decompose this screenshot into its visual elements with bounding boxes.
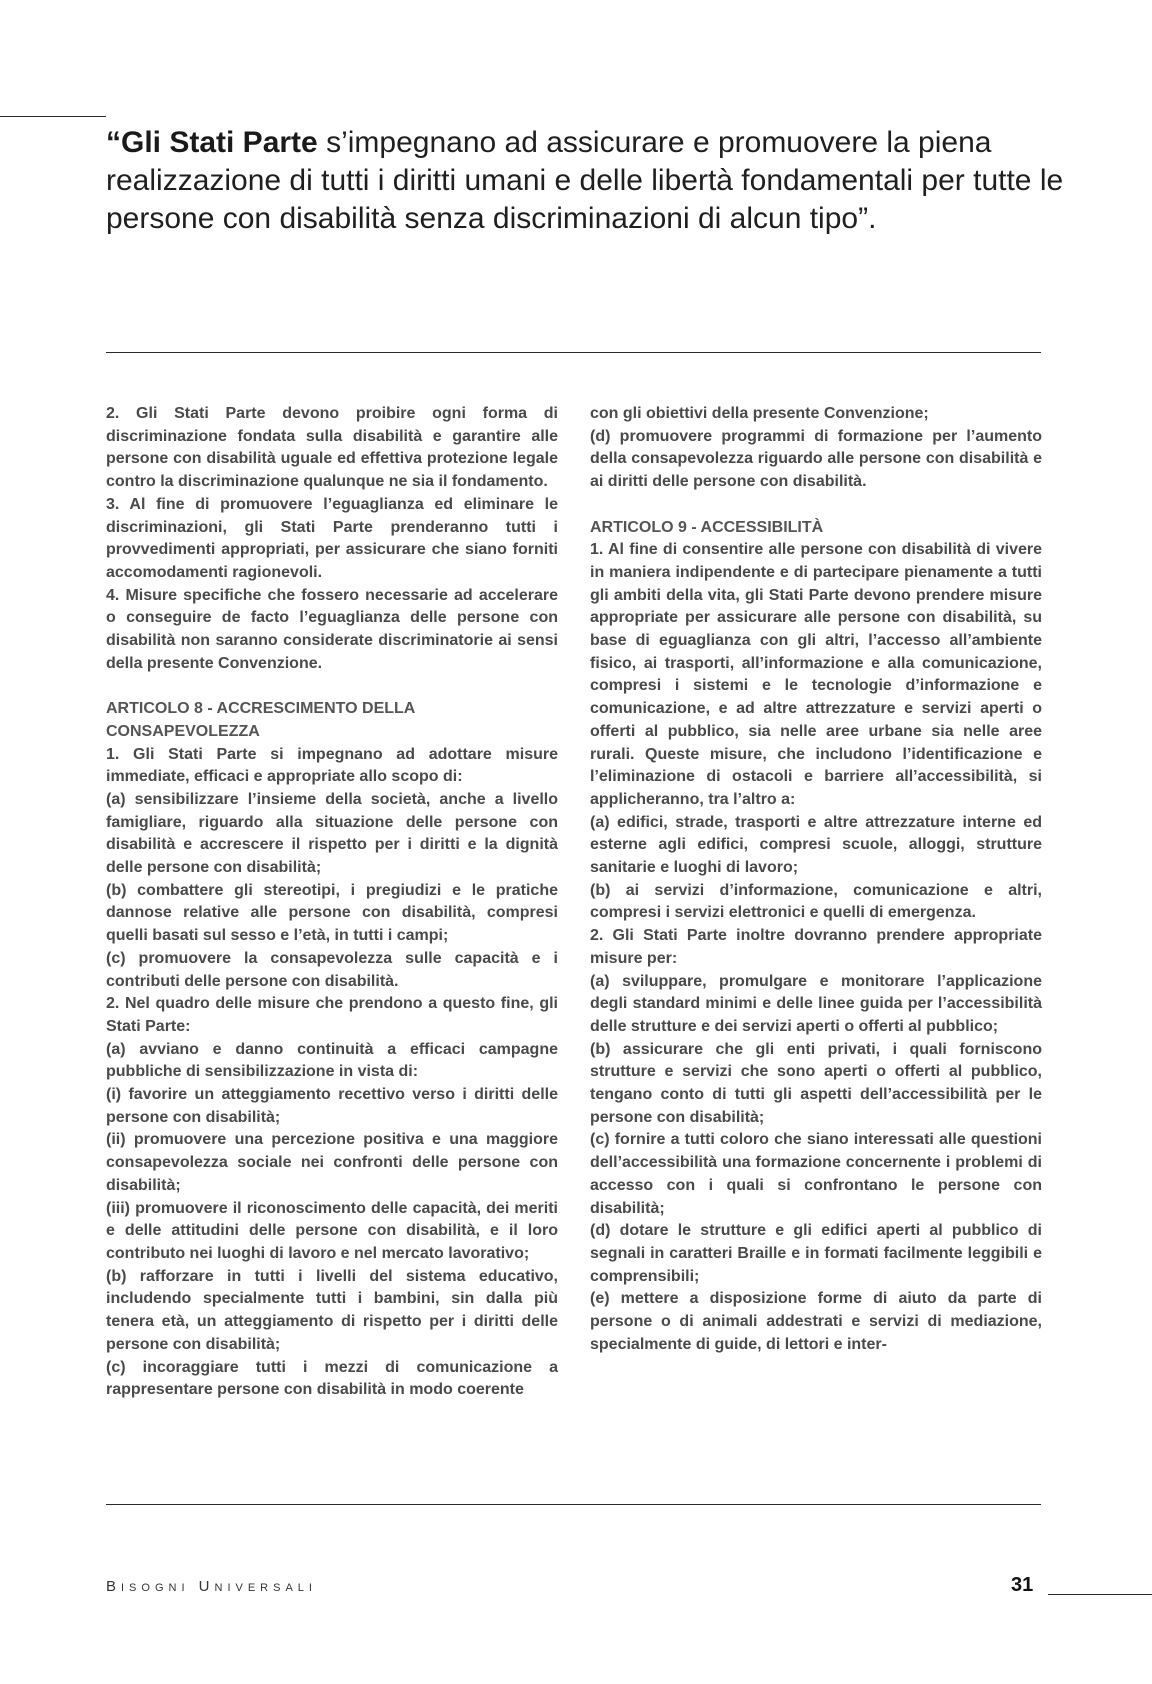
footer-publication-title: Bisogni Universali <box>106 1578 317 1595</box>
quote-divider <box>106 352 1041 353</box>
pull-quote-text: s’impegnano ad assicurare e promuovere la piena realizzazione di tutti i diritti umani e delle libertà fondamentali per tutte le persone con disabilità senza discriminazioni di alcun tipo”. <box>106 126 1064 235</box>
paragraph: (i) favorire un atteggiamento recettivo verso i diritti delle persone con disabilità; <box>106 1086 558 1126</box>
paragraph: (c) incoraggiare tutti i mezzi di comunicazione a rappresentare persone con disabilità in modo coerente <box>106 1358 558 1399</box>
paragraph: (d) dotare le strutture e gli edifici aperti al pubblico di segnali in caratteri Braille e in formati facilmente leggibili e comprensibili; <box>590 1222 1042 1285</box>
paragraph: 2. Gli Stati Parte devono proibire ogni forma di discriminazione fondata sulla disabilità e garantire alle persone con disabilità uguale ed effettiva protezione legale contro la discriminazione qualunque ne sia il fondamento. <box>106 405 558 491</box>
paragraph: 2. Nel quadro delle misure che prendono a questo fine, gli Stati Parte: <box>106 995 558 1035</box>
paragraph: 2. Gli Stati Parte inoltre dovranno prendere appropriate misure per: <box>590 927 1042 967</box>
paragraph: 3. Al fine di promuovere l’eguaglianza ed eliminare le discriminazioni, gli Stati Parte prenderanno tutti i provvedimenti appropriati, per assicurare che siano forniti accomodamenti ragionevoli. <box>106 495 558 581</box>
paragraph: (b) assicurare che gli enti privati, i quali forniscono strutture e servizi che sono aperti o offerti al pubblico, tengano conto di tutti gli aspetti dell’accessibilità per le persone con disabilità; <box>590 1040 1042 1126</box>
paragraph: (iii) promuovere il riconoscimento delle capacità, dei meriti e delle attitudini delle persone con disabilità, e il loro contributo nei luoghi di lavoro e nel mercato lavorativo; <box>106 1199 558 1262</box>
paragraph: (b) rafforzare in tutti i livelli del sistema educativo, includendo specialmente tutti i bambini, sin dalla più tenera età, un atteggiamento di rispetto per i diritti delle persone con disabilità; <box>106 1267 558 1353</box>
paragraph: (a) sensibilizzare l’insieme della società, anche a livello famigliare, riguardo alla situazione delle persone con disabilità e accrescere il rispetto per i diritti e la dignità delle persone con disabilità; <box>106 790 558 877</box>
paragraph: (d) promuovere programmi di formazione per l’aumento della consapevolezza riguardo alle persone con disabilità e ai diritti delle persone con disabilità. <box>590 427 1042 491</box>
paragraph: (a) avviano e danno continuità a efficaci campagne pubbliche di sensibilizzazione in vista di: <box>106 1040 558 1081</box>
paragraph: 1. Al fine di consentire alle persone con disabilità di vivere in maniera indipendente e di partecipare pienamente a tutti gli ambiti della vita, gli Stati Parte devono prendere misure appropriate per assicurare alle persone con disabilità, su base di eguaglianza con gli altri, l’accesso all’ambiente fisico, ai trasporti, all’informazione e alla comunicazione, compresi i sistemi e le tecnologie d’informazione e comunicazione, e ad altre attrezzature e servizi aperti o offerti al pubblico, sia nelle aree urbane sia nelle aree rurali. Queste misure, che includono l’identificazione e l’eliminazione di ostacoli e barriere all’accessibilità, si applicheranno, tra l’altro a: <box>590 541 1042 808</box>
paragraph: (ii) promuovere una percezione positiva e una maggiore consapevolezza sociale nei confronti delle persone con disabilità; <box>106 1131 558 1194</box>
top-left-rule <box>0 116 106 117</box>
paragraph: (e) mettere a disposizione forme di aiuto da parte di persone o di animali addestrati e servizi di mediazione, specialmente di guide, di lettori e inter- <box>590 1290 1042 1353</box>
paragraph: (a) sviluppare, promulgare e monitorare l’applicazione degli standard minimi e delle linee guida per l’accessibilità delle strutture e dei servizi aperti o offerti al pubblico; <box>590 972 1042 1035</box>
paragraph: (b) ai servizi d’informazione, comunicazione e altri, compresi i servizi elettronici e quelli di emergenza. <box>590 881 1042 922</box>
right-column <box>590 403 1042 1357</box>
paragraph: con gli obiettivi della presente Convenzione; <box>590 405 929 422</box>
footer-rule <box>1048 1594 1152 1595</box>
bottom-divider <box>106 1504 1041 1505</box>
pull-quote <box>106 124 1066 238</box>
paragraph: (b) combattere gli stereotipi, i pregiudizi e le pratiche dannose relative alle persone con disabilità, compresi quelli basati sul sesso e l’età, in tutti i campi; <box>106 881 558 945</box>
paragraph: (a) edifici, strade, trasporti e altre attrezzature interne ed esterne agli edifici, compresi scuole, alloggi, strutture sanitarie e luoghi di lavoro; <box>590 813 1042 877</box>
article-8-heading: ARTICOLO 8 - ACCRESCIMENTO DELLA CONSAPEVOLEZZA <box>106 700 415 740</box>
page-number: 31 <box>1011 1574 1034 1596</box>
paragraph: (c) promuovere la consapevolezza sulle capacità e i contributi delle persone con disabilità. <box>106 949 558 990</box>
paragraph: 1. Gli Stati Parte si impegnano ad adottare misure immediate, efficaci e appropriate allo scopo di: <box>106 745 558 786</box>
spacer <box>106 675 558 698</box>
left-column <box>106 403 558 1402</box>
paragraph: (c) fornire a tutti coloro che siano interessati alle questioni dell’accessibilità una formazione concernente i problemi di accesso con i quali si confrontano le persone con disabilità; <box>590 1131 1042 1217</box>
paragraph: 4. Misure specifiche che fossero necessarie ad accelerare o conseguire de facto l’eguaglianza delle persone con disabilità non saranno considerate discriminatorie ai sensi della presente Convenzione. <box>106 586 558 672</box>
pull-quote-lead: “Gli Stati Parte <box>106 126 318 159</box>
article-9-heading: ARTICOLO 9 - ACCESSIBILITÀ <box>590 518 824 536</box>
spacer <box>590 494 1042 517</box>
